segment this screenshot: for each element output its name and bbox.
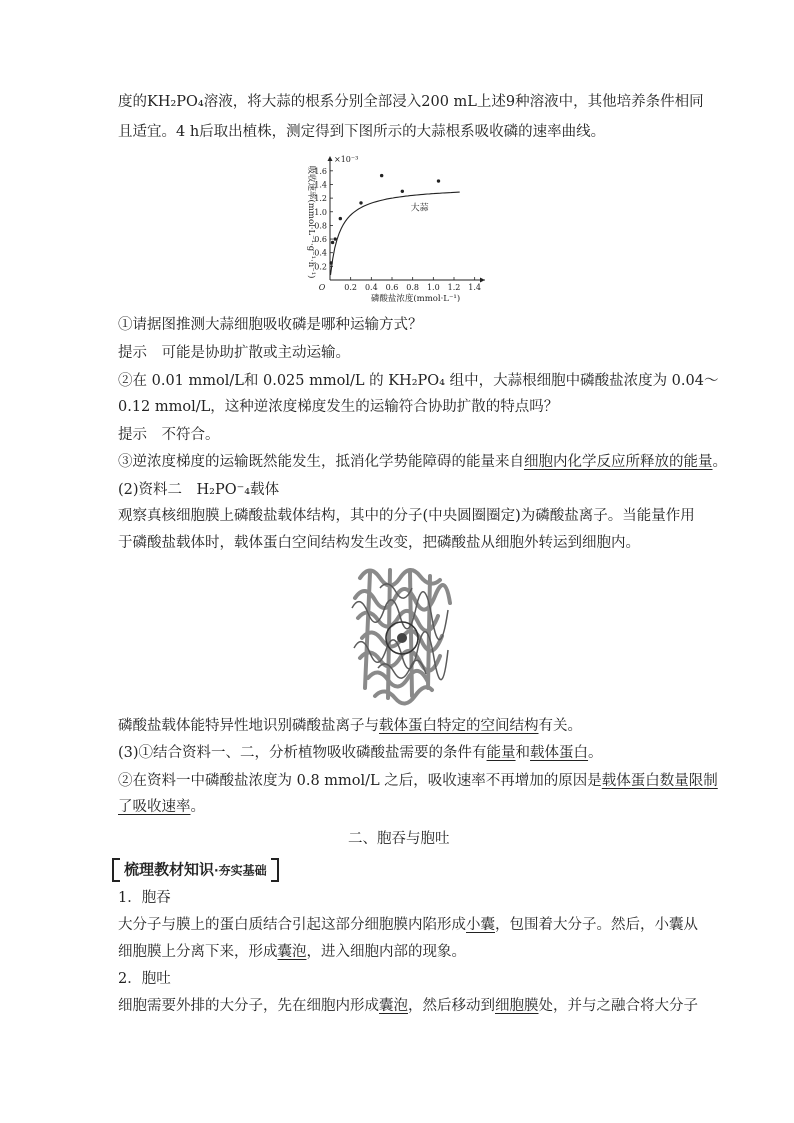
- question-3-2-line2: [118, 797, 205, 817]
- data-point: [380, 174, 383, 177]
- text-span: 。: [190, 799, 205, 815]
- text-span: ，然后移动到: [408, 998, 495, 1014]
- underlined-answer: 小囊: [466, 917, 495, 933]
- data-point: [359, 201, 362, 204]
- bracket-right-icon: [271, 858, 279, 882]
- text-span: 和: [515, 745, 531, 761]
- paragraph-line: 于磷酸盐载体时，载体蛋白空间结构发生改变，把磷酸盐从细胞外转运到细胞内。: [118, 535, 640, 551]
- y-axis-arrow-icon: [328, 156, 333, 161]
- hint-1: 提示 可能是协助扩散或主动运输。: [118, 345, 350, 361]
- series-label: 大蒜: [410, 203, 429, 214]
- y-tick-label: 1.2: [314, 194, 327, 204]
- data-point: [339, 217, 342, 220]
- text-span: 大分子与膜上的蛋白质结合引起这部分细胞膜内陷形成: [118, 917, 466, 933]
- y-tick-label: 0.8: [314, 221, 327, 231]
- x-tick-label: 0.4: [364, 283, 378, 292]
- fitted-curve: [331, 192, 460, 275]
- question-3: [118, 452, 727, 472]
- absorption-rate-chart: [300, 152, 500, 302]
- paragraph-line: 且适宜。4 h后取出植株，测定得到下图所示的大蒜根系吸收磷的速率曲线。: [118, 124, 606, 140]
- y-tick-label: 1.6: [314, 166, 327, 176]
- underlined-answer: 细胞内化学反应所释放的能量: [524, 454, 713, 470]
- y-tick-label: 1.4: [314, 180, 327, 190]
- x-tick-label: 0.8: [406, 283, 420, 292]
- question-3-2-line1: [118, 771, 718, 791]
- origin-label: O: [318, 283, 326, 292]
- data-point: [401, 190, 404, 193]
- question-1: ①请据图推测大蒜细胞吸收磷是哪种运输方式？: [118, 317, 423, 333]
- section-title: 二、胞吞与胞吐: [348, 831, 450, 847]
- text-span: (3)①结合资料一、二，分析植物吸收磷酸盐需要的条件有: [118, 745, 487, 761]
- paragraph-line: 度的KH₂PO₄溶液，将大蒜的根系分别全部浸入200 mL上述9种溶液中，其他培养条件相同: [118, 94, 704, 110]
- banner-subtitle: ·夯实基础: [214, 863, 267, 878]
- text-span: ，进入细胞内部的现象。: [306, 944, 466, 960]
- underlined-answer: 载体蛋白数量限制: [601, 773, 718, 789]
- underlined-answer: 了吸收速率: [118, 799, 191, 815]
- heading-exocytosis: 2．胞吐: [118, 971, 171, 987]
- heading-endocytosis: 1．胞吞: [118, 890, 171, 906]
- bracket-left-icon: [112, 858, 120, 882]
- question-3-1: [118, 743, 603, 763]
- banner-title: 梳理教材知识: [124, 860, 215, 879]
- x-axis-label: 磷酸盐浓度(mmol·L⁻¹): [370, 294, 461, 302]
- text-span: ②在资料一中磷酸盐浓度为 0.8 mmol/L 之后，吸收速率不再增加的原因是: [118, 773, 602, 789]
- data-point: [329, 261, 332, 264]
- phosphate-carrier-protein-figure: [340, 558, 460, 708]
- data-point: [331, 241, 334, 244]
- underlined-answer: 囊泡: [379, 998, 408, 1014]
- y-axis-label: 吸收速率(mmol·L⁻¹·g⁻¹·h⁻¹): [306, 165, 316, 279]
- endocytosis-line2: [118, 942, 466, 962]
- underlined-answer: 载体蛋白: [530, 745, 589, 761]
- text-span: 细胞膜上分离下来，形成: [118, 944, 278, 960]
- text-span: 细胞需要外排的大分子，先在细胞内形成: [118, 998, 379, 1014]
- text-span: 。: [712, 454, 727, 470]
- y-tick-label: 1.0: [314, 207, 327, 217]
- y-tick-label: 0.2: [314, 262, 327, 272]
- text-span: 磷酸盐载体能特异性地识别磷酸盐离子与: [118, 718, 379, 734]
- y-tick-label: 0.4: [314, 248, 327, 258]
- y-multiplier-label: ×10⁻³: [334, 155, 359, 164]
- underlined-answer: 细胞膜: [495, 998, 539, 1014]
- exocytosis-line1: [118, 996, 698, 1016]
- x-tick-label: 0.6: [385, 283, 399, 292]
- text-span: 处，并与之融合将大分子: [538, 998, 698, 1014]
- material-2-heading: (2)资料二 H₂PO⁻₄载体: [118, 482, 280, 498]
- question-2-line1: ②在 0.01 mmol/L和 0.025 mmol/L 的 KH₂PO₄ 组中，大蒜根细胞中磷酸盐浓度为 0.04～: [118, 373, 719, 389]
- underlined-answer: 能量: [486, 745, 516, 761]
- x-axis-arrow-icon: [480, 278, 485, 283]
- text-span: 。: [588, 745, 603, 761]
- hint-2: 提示 不符合。: [118, 427, 220, 443]
- question-2-line2: 0.12 mmol/L，这种逆浓度梯度发生的运输符合协助扩散的特点吗？: [118, 399, 559, 415]
- paragraph-line: 观察真核细胞膜上磷酸盐载体结构，其中的分子(中央圆圈圈定)为磷酸盐离子。当能量作用: [118, 508, 695, 524]
- data-point: [333, 237, 336, 240]
- text-span: 有关。: [538, 718, 582, 734]
- specificity-sentence: [118, 716, 582, 736]
- text-span: ，包围着大分子。然后，小囊从: [495, 917, 698, 933]
- x-tick-label: 1.0: [426, 283, 440, 292]
- underlined-answer: 囊泡: [277, 944, 307, 960]
- section-banner: [112, 858, 279, 882]
- data-point: [437, 179, 440, 182]
- x-tick-label: 1.2: [447, 283, 461, 292]
- x-tick-label: 1.4: [468, 283, 482, 292]
- underlined-answer: 载体蛋白特定的空间结构: [379, 718, 539, 734]
- x-tick-label: 0.2: [344, 283, 358, 292]
- text-span: ③逆浓度梯度的运输既然能发生，抵消化学势能障碍的能量来自: [118, 454, 524, 470]
- endocytosis-line1: [118, 915, 698, 935]
- y-tick-label: 0.6: [314, 235, 327, 245]
